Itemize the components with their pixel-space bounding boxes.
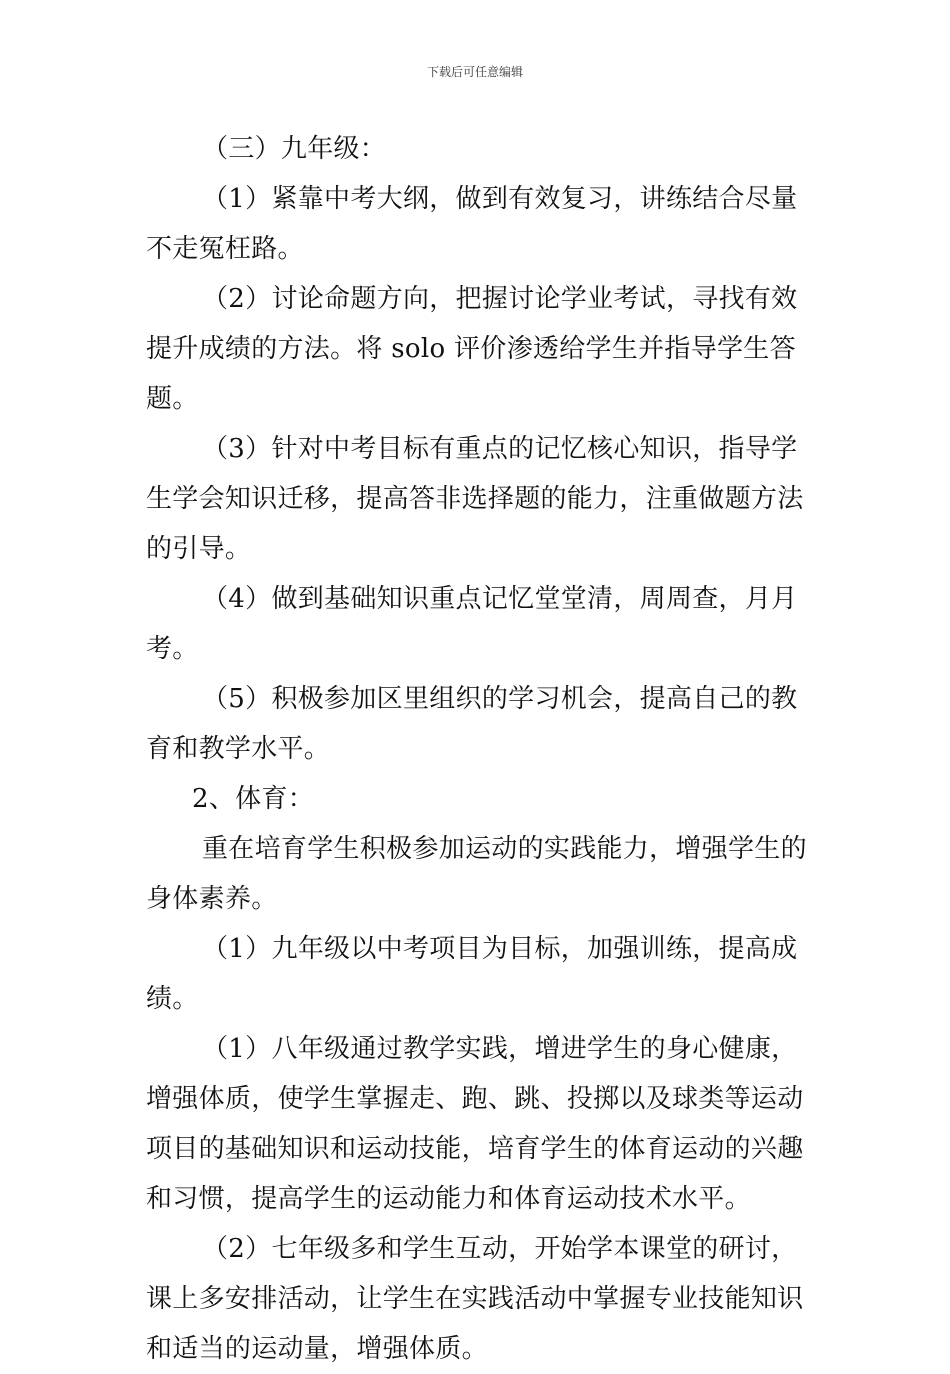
- page-header: 下载后可任意编辑: [426, 65, 523, 79]
- paragraph-pe-item-grade9: （1）九年级以中考项目为目标，加强训练，提高成绩。: [146, 934, 798, 1014]
- document-body: [146, 124, 810, 1374]
- paragraph-section-heading-grade9: （三）九年级：: [202, 134, 387, 164]
- paragraph-pe-intro: 重在培育学生积极参加运动的实践能力，增强学生的身体素养。: [146, 834, 807, 914]
- paragraph-grade9-item-3: （3）针对中考目标有重点的记忆核心知识，指导学生学会知识迁移，提高答非选择题的能力，注重做题方法的引导。: [146, 434, 804, 564]
- paragraph-grade9-item-1: （1）紧靠中考大纲，做到有效复习，讲练结合尽量不走冤枉路。: [146, 184, 798, 264]
- paragraph-pe-item-grade8: （1）八年级通过教学实践，增进学生的身心健康，增强体质，使学生掌握走、跑、跳、投掷以及球类等运动项目的基础知识和运动技能，培育学生的体育运动的兴趣和习惯，提高学生的运动能力和体育运动技术水平。: [146, 1034, 804, 1214]
- paragraph-grade9-item-5: （5）积极参加区里组织的学习机会，提高自己的教育和教学水平。: [146, 684, 798, 764]
- paragraph-pe-item-grade7: （2）七年级多和学生互动，开始学本课堂的研讨，课上多安排活动，让学生在实践活动中掌握专业技能知识和适当的运动量，增强体质。: [146, 1234, 804, 1364]
- paragraph-grade9-item-4: （4）做到基础知识重点记忆堂堂清，周周查，月月考。: [146, 584, 798, 664]
- paragraph-grade9-item-2: （2）讨论命题方向，把握讨论学业考试，寻找有效提升成绩的方法。将 solo 评价渗透给学生并指导学生答题。: [146, 284, 798, 414]
- paragraph-section-heading-pe: 2、体育：: [192, 784, 315, 814]
